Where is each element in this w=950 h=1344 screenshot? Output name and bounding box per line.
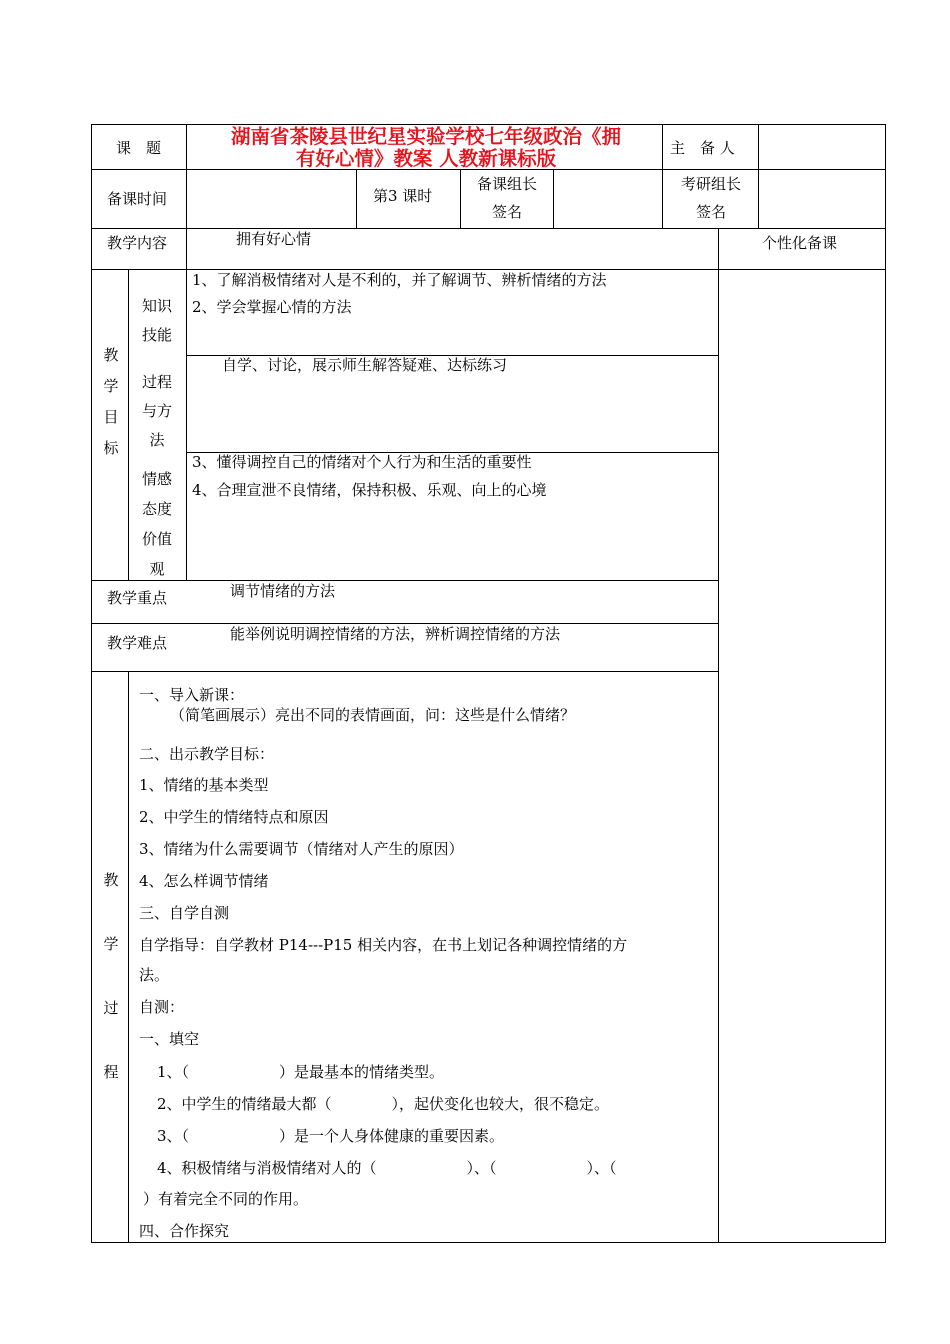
process-method-text: 自学、讨论，展示师生解答疑难、达标练习 xyxy=(222,356,508,374)
topic-label: 课 题 xyxy=(116,139,162,157)
process-char-2: 学 xyxy=(103,935,119,953)
goal-item-3: 3、情绪为什么需要调节（情绪对人产生的原因） xyxy=(139,840,464,858)
process-method-label: 过程 与方 法 xyxy=(141,373,172,449)
key-point-label: 教学重点 xyxy=(107,589,168,607)
personal-prep-label: 个性化备课 xyxy=(762,234,838,252)
emotion-item-1: 3、懂得调控自己的情绪对个人行为和生活的重要性 xyxy=(192,453,532,471)
section-intro: 一、导入新课： xyxy=(139,686,245,704)
preparer-label: 主 备 人 xyxy=(670,139,735,157)
emotion-label: 情感 态度 价值 观 xyxy=(141,470,172,578)
group-leader-line-1: 备课组长 xyxy=(476,175,537,193)
process-char-4: 程 xyxy=(103,1063,119,1081)
research-leader-label xyxy=(679,170,743,226)
group-leader-label xyxy=(475,170,539,226)
goal-item-2: 2、中学生的情绪特点和原因 xyxy=(139,808,329,826)
objectives-char-4: 标 xyxy=(103,439,119,457)
selftest-label: 自测： xyxy=(139,998,185,1016)
question-3: 3、（ ）是一个人身体健康的重要因素。 xyxy=(157,1127,505,1145)
section-selfstudy: 三、自学自测 xyxy=(139,904,230,922)
emotion-item-2: 4、合理宣泄不良情绪，保持积极、乐观、向上的心境 xyxy=(192,481,547,499)
process-label xyxy=(101,848,121,1104)
intro-text: （简笔画展示）亮出不同的表情画面，问：这些是什么情绪？ xyxy=(170,706,576,724)
goal-item-1: 1、情绪的基本类型 xyxy=(139,776,269,794)
time-label: 备课时间 xyxy=(107,190,168,208)
process-char-3: 过 xyxy=(103,999,119,1017)
key-point-value: 调节情绪的方法 xyxy=(230,582,336,600)
title-line-1: 湖南省茶陵县世纪星实验学校七年级政治《拥 xyxy=(230,125,621,148)
guide-line-1: 自学指导：自学教材 P14---P15 相关内容，在书上划记各种调控情绪的方 xyxy=(139,936,628,954)
research-leader-line-1: 考研组长 xyxy=(680,175,741,193)
content-value: 拥有好心情 xyxy=(236,230,312,248)
content-label: 教学内容 xyxy=(107,234,168,252)
difficulty-label: 教学难点 xyxy=(107,634,168,652)
section-cooperation: 四、合作探究 xyxy=(139,1222,230,1240)
question-4-line-1: 4、积极情绪与消极情绪对人的（ ）、（ ）、（ xyxy=(157,1159,617,1177)
objectives-char-1: 教 xyxy=(103,346,119,364)
knowledge-item-1: 1、了解消极情绪对人是不利的，并了解调节、辨析情绪的方法 xyxy=(192,271,607,289)
guide-line-2: 法。 xyxy=(139,966,170,984)
section-goals: 二、出示教学目标： xyxy=(139,745,275,763)
difficulty-value: 能举例说明调控情绪的方法，辨析调控情绪的方法 xyxy=(230,625,561,643)
question-4-line-2: ）有着完全不同的作用。 xyxy=(143,1190,309,1208)
knowledge-label: 知识 技能 xyxy=(141,297,172,344)
question-1: 1、（ ）是最基本的情绪类型。 xyxy=(157,1063,445,1081)
question-2: 2、中学生的情绪最大都（ ），起伏变化也较大，很不稳定。 xyxy=(157,1095,610,1113)
process-char-1: 教 xyxy=(103,871,119,889)
knowledge-item-2: 2、学会掌握心情的方法 xyxy=(192,298,352,316)
title-line-2: 有好心情》教案 人教新课标版 xyxy=(295,147,557,170)
fill-blank-title: 一、填空 xyxy=(139,1030,200,1048)
objectives-char-2: 学 xyxy=(103,377,119,395)
objectives-label xyxy=(102,340,120,464)
objectives-char-3: 目 xyxy=(103,408,119,426)
lesson-period: 第3 课时 xyxy=(373,187,433,205)
goal-item-4: 4、怎么样调节情绪 xyxy=(139,872,269,890)
document-title xyxy=(190,126,662,170)
research-leader-line-2: 签名 xyxy=(695,203,726,221)
group-leader-line-2: 签名 xyxy=(491,203,522,221)
